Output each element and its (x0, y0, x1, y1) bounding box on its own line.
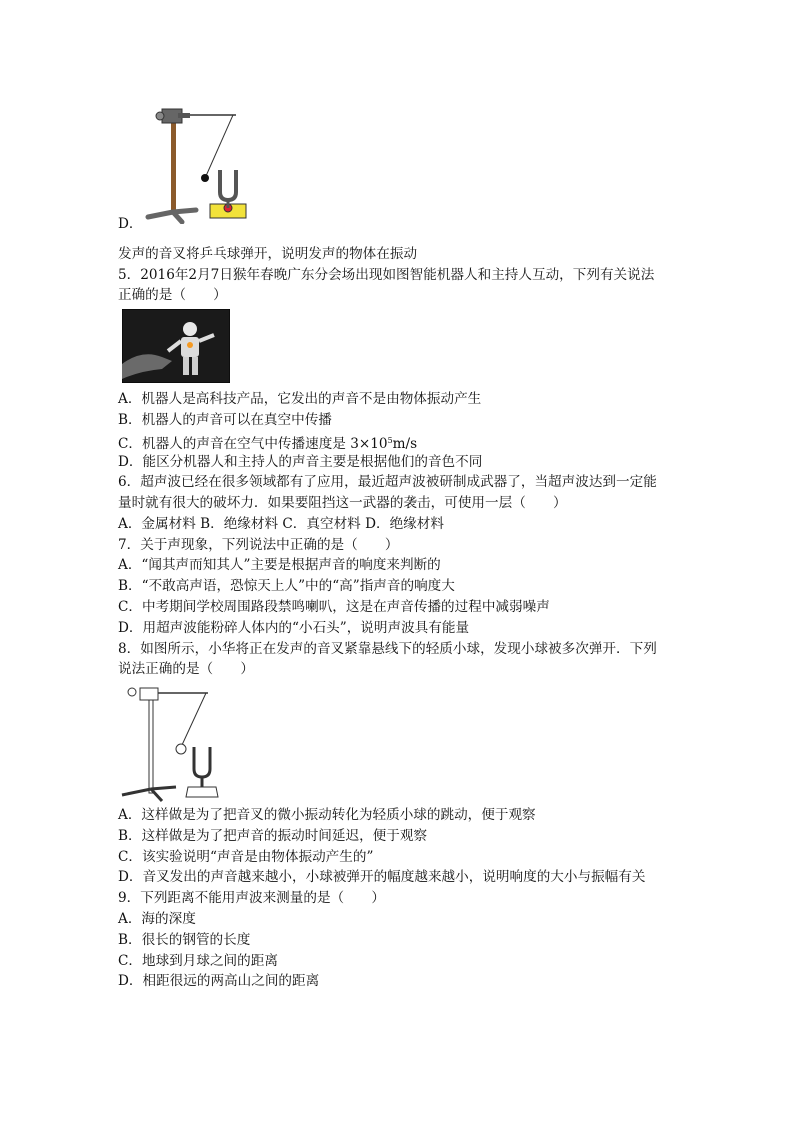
q5-stem-line2: 正确的是（ ） (118, 287, 227, 303)
q6-options: A．金属材料 B．绝缘材料 C．真空材料 D．绝缘材料 (118, 516, 444, 532)
q5-stem-line1: 5．2016年2月7日猴年春晚广东分会场出现如图智能机器人和主持人互动，下列有关说法 (118, 267, 655, 283)
q8-option-c: C．该实验说明“声音是由物体振动产生的” (118, 849, 374, 865)
q4-option-d-label: D． (118, 216, 143, 232)
q6-stem-line1: 6．超声波已经在很多领域都有了应用，最近超声波被研制成武器了，当超声波达到一定能 (118, 474, 657, 490)
q5-option-c-exponent: 5 (387, 436, 393, 445)
q8-stem-line2: 说法正确的是（ ） (118, 661, 254, 677)
q5-option-c-unit: m/s (392, 436, 418, 452)
q5-option-d: D．能区分机器人和主持人的声音主要是根据他们的音色不同 (118, 454, 483, 470)
q7-option-a: A．“闻其声而知其人”主要是根据声音的响度来判断的 (118, 557, 441, 573)
q9-stem: 9．下列距离不能用声波来测量的是（ ） (118, 890, 385, 906)
q9-option-c: C．地球到月球之间的距离 (118, 953, 278, 969)
tuning-fork-ball-figure (118, 683, 228, 803)
q8-stem-line1: 8．如图所示，小华将正在发声的音叉紧靠悬线下的轻质小球，发现小球被多次弹开．下列 (118, 641, 657, 657)
q5-option-b: B．机器人的声音可以在真空中传播 (118, 412, 332, 428)
tuning-fork-pingpong-figure (140, 104, 250, 224)
q8-option-d: D．音叉发出的声音越来越小，小球被弹开的幅度越来越小，说明响度的大小与振幅有关 (118, 869, 646, 885)
q7-option-d: D．用超声波能粉碎人体内的“小石头”，说明声波具有能量 (118, 620, 470, 636)
q7-option-b: B．“不敢高声语，恐惊天上人”中的“高”指声音的响度大 (118, 578, 455, 594)
q6-stem-line2: 量时就有很大的破坏力．如果要阻挡这一武器的袭击，可使用一层（ ） (118, 495, 567, 511)
q7-stem: 7．关于声现象，下列说法中正确的是（ ） (118, 537, 399, 553)
q9-option-d: D．相距很远的两高山之间的距离 (118, 973, 320, 989)
q5-option-a: A．机器人是高科技产品，它发出的声音不是由物体振动产生 (118, 391, 482, 407)
q9-option-a: A．海的深度 (118, 911, 196, 927)
robot-host-photo (122, 309, 230, 383)
q8-option-a: A．这样做是为了把音叉的微小振动转化为轻质小球的跳动，便于观察 (118, 807, 536, 823)
q7-option-c: C．中考期间学校周围路段禁鸣喇叭，这是在声音传播的过程中减弱噪声 (118, 599, 550, 615)
q9-option-b: B．很长的钢管的长度 (118, 932, 251, 948)
q5-option-c (118, 432, 417, 453)
q4-conclusion: 发声的音叉将乒乓球弹开，说明发声的物体在振动 (118, 246, 418, 262)
q5-option-c-text: C．机器人的声音在空气中传播速度是 3×10 (118, 436, 388, 452)
q8-option-b: B．这样做是为了把声音的振动时间延迟，便于观察 (118, 828, 428, 844)
